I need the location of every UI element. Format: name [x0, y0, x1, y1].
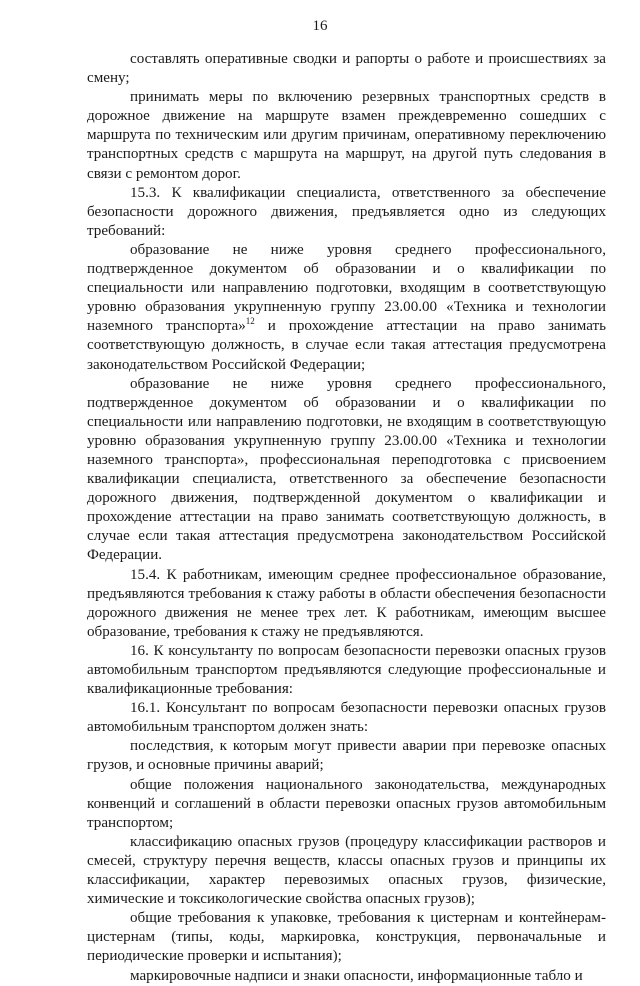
paragraph: 15.3. К квалификации специалиста, ответственного за обеспечение безопасности дорожного движения, предъявляется одно из следующих требований:: [87, 184, 606, 239]
paragraph: классификацию опасных грузов (процедуру классификации растворов и смесей, структуру перечня веществ, классы опасных грузов и принципы их классификации, характер перевозимых опасных грузов, физические, химические и токсикологические свойства опасных грузов);: [87, 833, 606, 908]
paragraph-text: и прохождение аттестации на право занимать соответствующую должность, в случае если такая аттестация предусмотрена законодательством Российской Федерации;: [87, 318, 607, 373]
paragraph: 16.1. Консультант по вопросам безопасности перевозки опасных грузов автомобильным транспортом должен знать:: [87, 700, 606, 736]
footnote-marker: 12: [245, 316, 255, 327]
page-number: 16: [312, 18, 328, 34]
page-body: [87, 50, 606, 986]
paragraph: последствия, к которым могут привести аварии при перевозке опасных грузов, и основные причины аварий;: [87, 738, 606, 774]
paragraph: 16. К консультанту по вопросам безопасности перевозки опасных грузов автомобильным транспортом предъявляются следующие профессиональные и квалификационные требования:: [87, 642, 606, 698]
paragraph: общие положения национального законодательства, международных конвенций и соглашений в области перевозки опасных грузов автомобильным транспортом;: [87, 776, 606, 831]
paragraph: образование не ниже уровня среднего профессионального, подтвержденное документом об образовании и о квалификации по специальности или направлению подготовки, не входящим в соответствующую уровню образования укрупненную группу 23.00.00 «Техника и технологии наземного транспорта», профессиональная переподготовка с присвоением квалификации специалиста, ответственного за обеспечение безопасности дорожного движения, подтвержденной документом о квалификации и прохождение аттестации на право занимать соответствующую должность, в случае если такая аттестация предусмотрена законодательством Российской Федерации.: [87, 375, 606, 564]
paragraph: принимать меры по включению резервных транспортных средств в дорожное движение на маршруте взамен преждевременно сошедших с маршрута по техническим или другим причинам, оперативному переключению транспортных средств с маршрута на маршрут, на другой путь следования в связи с ремонтом дорог.: [87, 89, 606, 182]
paragraph: 15.4. К работникам, имеющим среднее профессиональное образование, предъявляются требования к стажу работы в области обеспечения безопасности дорожного движения не менее трех лет. К работникам, имеющим высшее образование, требования к стажу не предъявляются.: [87, 566, 606, 640]
paragraph: [87, 241, 606, 375]
paragraph: общие требования к упаковке, требования к цистернам и контейнерам-цистернам (типы, коды, маркировка, конструкция, первоначальные и периодические проверки и испытания);: [87, 910, 606, 965]
paragraph: составлять оперативные сводки и рапорты о работе и происшествиях за смену;: [87, 51, 606, 87]
paragraph-text: образование не ниже уровня среднего профессионального, подтвержденное документом об образовании и о квалификации по специальности или направлению подготовки, входящим в соответствующую уровню образования укрупненную группу 23.00.00 «Техника и технологии наземного транспорта»: [87, 241, 606, 335]
paragraph: маркировочные надписи и знаки опасности, информационные табло и: [130, 967, 583, 984]
